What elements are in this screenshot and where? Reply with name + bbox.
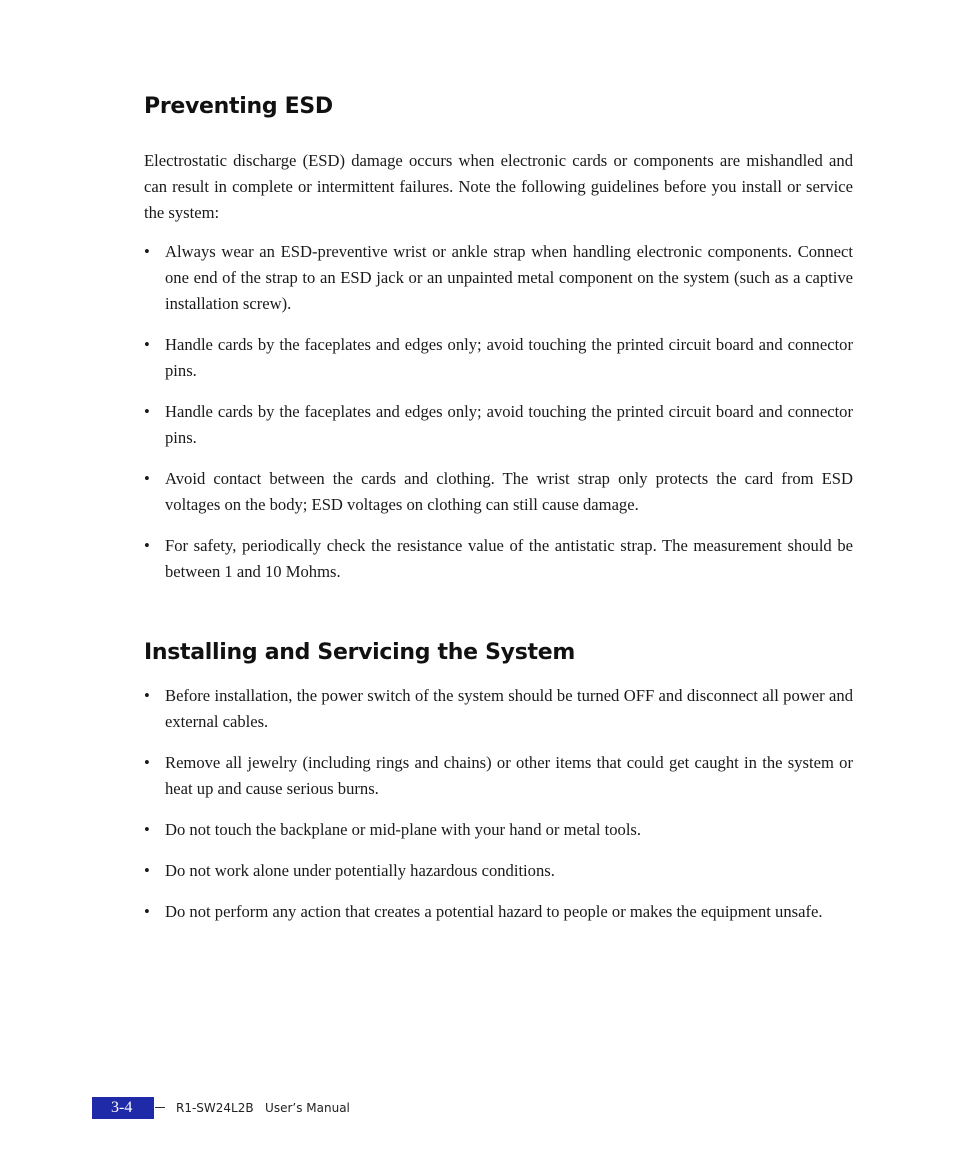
- section-heading: Preventing ESD: [144, 94, 333, 119]
- bullet-icon: •: [144, 335, 150, 354]
- list-item-text: Handle cards by the faceplates and edges only; avoid touching the printed circuit board and connector pins.: [165, 402, 853, 447]
- list-item: [144, 533, 853, 585]
- footer-divider: [155, 1107, 165, 1108]
- list-item-text: Avoid contact between the cards and clothing. The wrist strap only protects the card from ESD voltages on the body; ESD voltages on clothing can still cause damage.: [165, 469, 853, 514]
- bullet-icon: •: [144, 469, 150, 488]
- list-item-text: Do not work alone under potentially hazardous conditions.: [165, 861, 555, 880]
- section-preventing-esd: [144, 94, 853, 600]
- list-item: [144, 858, 853, 884]
- bullet-icon: •: [144, 536, 150, 555]
- list-item: [144, 683, 853, 735]
- list-item-text: Do not perform any action that creates a potential hazard to people or makes the equipment unsafe.: [165, 902, 823, 921]
- list-item: [144, 239, 853, 317]
- list-item: [144, 817, 853, 843]
- list-item: [144, 332, 853, 384]
- list-item-text: Before installation, the power switch of the system should be turned OFF and disconnect all power and external cables.: [165, 686, 853, 731]
- bullet-icon: •: [144, 242, 150, 261]
- section-intro: Electrostatic discharge (ESD) damage occurs when electronic cards or components are mishandled and can result in complete or intermittent failures. Note the following guidelines before you install or service the system:: [144, 151, 853, 222]
- bullet-icon: •: [144, 820, 150, 839]
- list-item: [144, 466, 853, 518]
- section-installing-servicing: [144, 640, 853, 940]
- list-item-text: For safety, periodically check the resistance value of the antistatic strap. The measurement should be between 1 and 10 Mohms.: [165, 536, 853, 581]
- bullet-icon: •: [144, 753, 150, 772]
- bullet-icon: •: [144, 902, 150, 921]
- list-item: [144, 899, 853, 925]
- bullet-list: [144, 239, 853, 585]
- page-number-badge: 3-4: [92, 1097, 154, 1119]
- list-item-text: Handle cards by the faceplates and edges only; avoid touching the printed circuit board and connector pins.: [165, 335, 853, 380]
- footer-doc-title: R1-SW24L2B User’s Manual: [176, 1101, 350, 1115]
- bullet-icon: •: [144, 402, 150, 421]
- list-item-text: Remove all jewelry (including rings and chains) or other items that could get caught in the system or heat up and cause serious burns.: [165, 753, 853, 798]
- section-heading: Installing and Servicing the System: [144, 640, 575, 665]
- bullet-icon: •: [144, 861, 150, 880]
- bullet-list: [144, 683, 853, 925]
- bullet-icon: •: [144, 686, 150, 705]
- list-item: [144, 399, 853, 451]
- list-item: [144, 750, 853, 802]
- list-item-text: Always wear an ESD-preventive wrist or ankle strap when handling electronic components. Connect one end of the strap to an ESD jack or an unpainted metal component on the system (such as a captive installation screw).: [165, 242, 853, 313]
- list-item-text: Do not touch the backplane or mid-plane with your hand or metal tools.: [165, 820, 642, 839]
